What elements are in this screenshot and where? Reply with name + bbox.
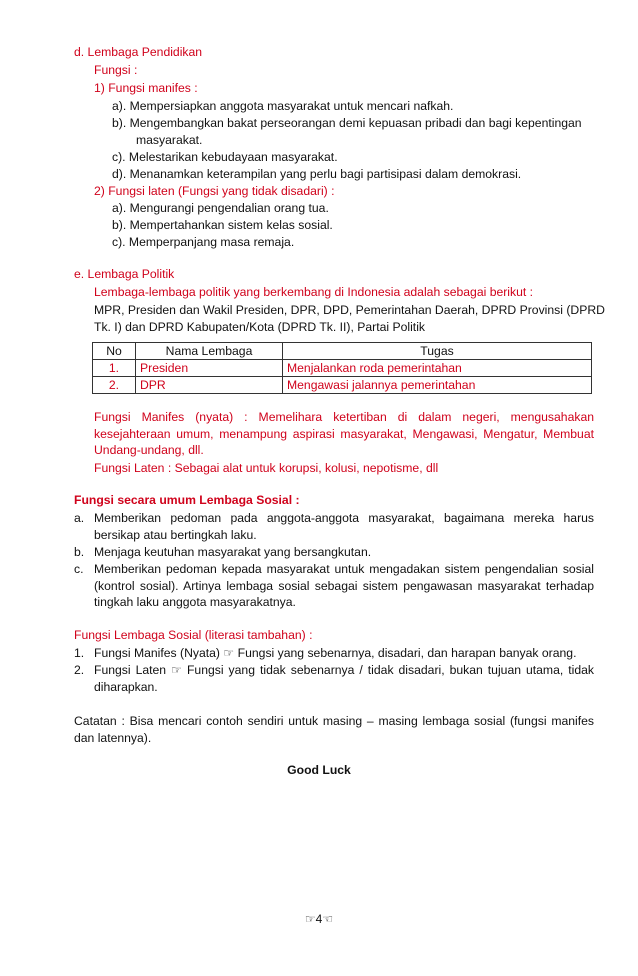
- laten-item-c: c). Memperpanjang masa remaja.: [112, 235, 295, 249]
- section-d-heading: d. Lembaga Pendidikan: [74, 45, 203, 59]
- good-luck-closing: Good Luck: [287, 763, 351, 777]
- tambahan-heading: Fungsi Lembaga Sosial (literasi tambahan) :: [74, 628, 313, 642]
- table-header-no: No: [93, 343, 136, 360]
- politik-laten-text: Fungsi Laten : Sebagai alat untuk korupsi, kolusi, nepotisme, dll: [94, 461, 439, 475]
- table-row: [93, 360, 592, 377]
- table-header-row: [93, 343, 592, 360]
- table-row: [93, 377, 592, 394]
- catatan-note: Catatan : Bisa mencari contoh sendiri untuk masing – masing lembaga sosial (fungsi manifes dan latennya).: [74, 714, 594, 745]
- tambahan-item-2: Fungsi Laten ☞ Fungsi yang tidak sebenarnya / tidak disadari, bukan tujuan utama, tidak diharapkan.: [94, 663, 594, 694]
- manifes-item-d: d). Menanamkan keterampilan yang perlu bagi partisipasi dalam demokrasi.: [112, 167, 522, 181]
- umum-item-b: Menjaga keutuhan masyarakat yang bersangkutan.: [94, 545, 372, 559]
- politik-manifes-text: Fungsi Manifes (nyata) : Memelihara ketertiban di dalam negeri, mengusahakan kesejahteraan umum, menampung aspirasi masyarakat, Mengawasi, Mengatur, Membuat Undang-undang, dll.: [94, 410, 594, 457]
- fungsi-label: Fungsi :: [94, 63, 138, 77]
- umum-item-c: Memberikan pedoman kepada masyarakat untuk mengadakan sistem pengendalian sosial (kontrol sosial). Artinya lembaga sosial sebagai sistem pengawasan masyarakat terhadap tingkah laku anggota masyarakatnya.: [94, 562, 594, 609]
- politik-list-line2: Tk. I) dan DPRD Kabupaten/Kota (DPRD Tk. II), Partai Politik: [94, 320, 425, 334]
- tambahan-marker-1: 1.: [74, 646, 85, 660]
- umum-marker-c: c.: [74, 562, 84, 576]
- umum-marker-a: a.: [74, 511, 85, 525]
- table-cell-no: 1.: [93, 360, 136, 377]
- manifes-item-c: c). Melestarikan kebudayaan masyarakat.: [112, 150, 338, 164]
- page-number: ☞4☜: [304, 912, 334, 926]
- manifes-heading: 1) Fungsi manifes :: [94, 81, 198, 95]
- politik-list-line1: MPR, Presiden dan Wakil Presiden, DPR, DPD, Pemerintahan Daerah, DPRD Provinsi (DPRD: [94, 303, 605, 317]
- manifes-item-b: b). Mengembangkan bakat perseorangan demi kepuasan pribadi dan bagi kepentingan: [112, 116, 582, 130]
- umum-heading: Fungsi secara umum Lembaga Sosial :: [74, 493, 300, 507]
- laten-item-b: b). Mempertahankan sistem kelas sosial.: [112, 218, 333, 232]
- tambahan-item-1: Fungsi Manifes (Nyata) ☞ Fungsi yang sebenarnya, disadari, dan harapan banyak orang.: [94, 646, 577, 660]
- table-cell-tugas: Mengawasi jalannya pemerintahan: [283, 377, 592, 394]
- table-header-tugas: Tugas: [283, 343, 592, 360]
- politik-intro: Lembaga-lembaga politik yang berkembang di Indonesia adalah sebagai berikut :: [94, 285, 534, 299]
- table-cell-nama: DPR: [136, 377, 283, 394]
- manifes-item-b-cont: masyarakat.: [136, 133, 203, 147]
- section-e-heading: e. Lembaga Politik: [74, 267, 175, 281]
- table-header-nama: Nama Lembaga: [136, 343, 283, 360]
- umum-item-a: Memberikan pedoman pada anggota-anggota masyarakat, bagaimana mereka harus bersikap atau bertingkah laku.: [94, 511, 594, 542]
- tambahan-marker-2: 2.: [74, 663, 85, 677]
- table-cell-nama: Presiden: [136, 360, 283, 377]
- table-cell-tugas: Menjalankan roda pemerintahan: [283, 360, 592, 377]
- manifes-item-a: a). Mempersiapkan anggota masyarakat untuk mencari nafkah.: [112, 99, 454, 113]
- laten-item-a: a). Mengurangi pengendalian orang tua.: [112, 201, 329, 215]
- laten-heading: 2) Fungsi laten (Fungsi yang tidak disadari) :: [94, 184, 335, 198]
- table-cell-no: 2.: [93, 377, 136, 394]
- lembaga-table: [92, 342, 592, 394]
- umum-marker-b: b.: [74, 545, 85, 559]
